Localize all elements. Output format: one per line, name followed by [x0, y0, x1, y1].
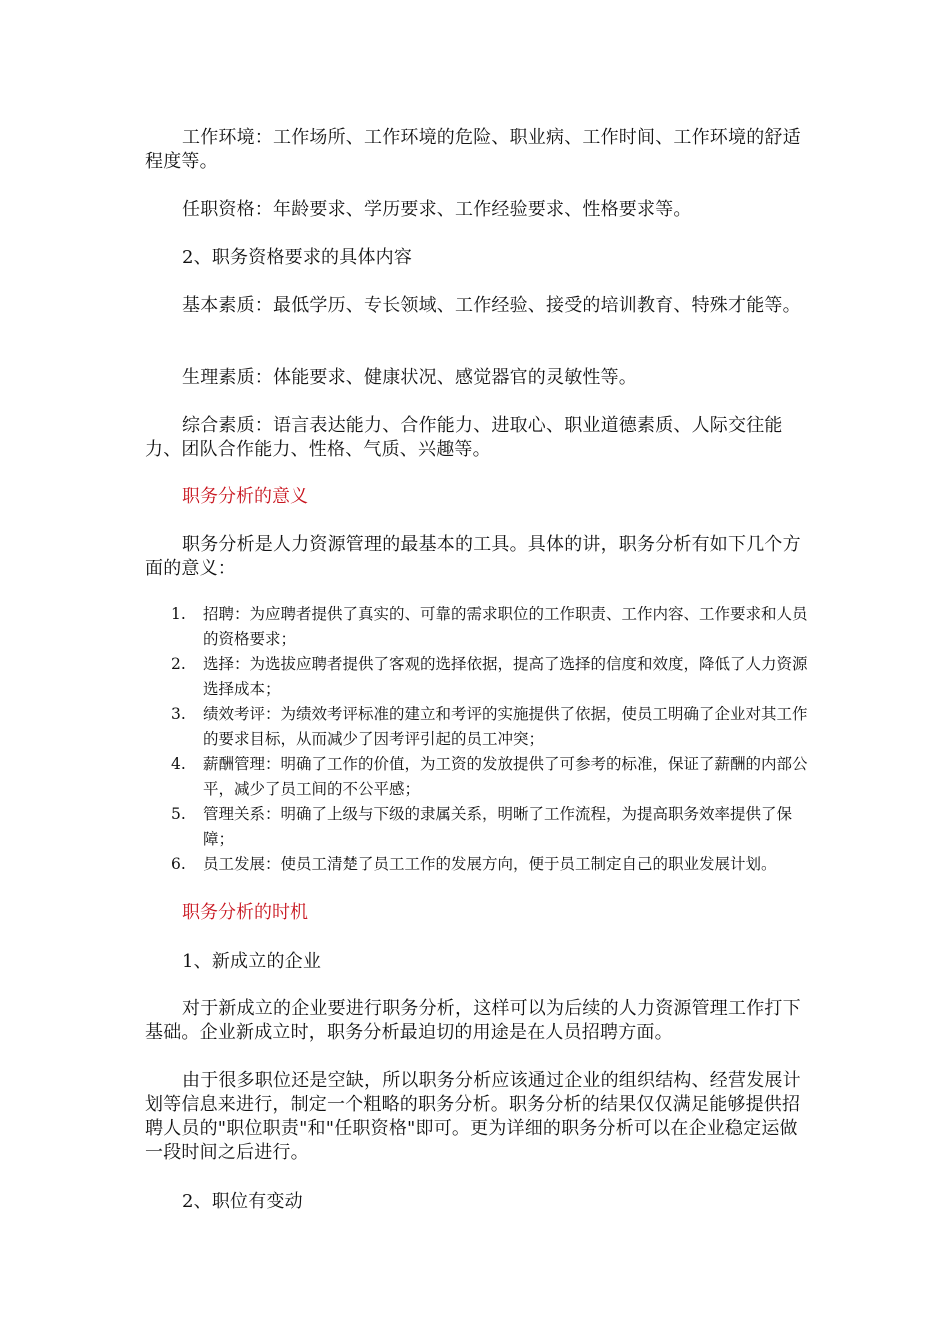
paragraph-vacant-positions: 由于很多职位还是空缺，所以职务分析应该通过企业的组织结构、经营发展计划等信息来进行，制定一个粗略的职务分析。职务分析的结果仅仅满足能够提供招聘人员的"职位职责"和"任职资格"即可。更为详细的职务分析可以在企业稳定运做一段时间之后进行。 — [145, 1070, 801, 1163]
significance-list — [145, 602, 815, 877]
list-item — [145, 752, 815, 802]
list-item — [145, 602, 815, 652]
list-item — [145, 652, 815, 702]
list-item-number: 4. — [171, 755, 186, 773]
heading-job-analysis-timing: 职务分析的时机 — [182, 902, 308, 923]
list-item-number: 3. — [171, 705, 186, 723]
list-item-text: 管理关系：明确了上级与下级的隶属关系，明晰了工作流程，为提高职务效率提供了保障； — [203, 805, 793, 848]
subheading-position-change: 2、职位有变动 — [182, 1191, 303, 1212]
paragraph-work-environment: 工作环境：工作场所、工作环境的危险、职业病、工作时间、工作环境的舒适程度等。 — [145, 127, 801, 172]
section-title-qualification-requirements: 2、职务资格要求的具体内容 — [182, 247, 413, 268]
paragraph-qualification: 任职资格：年龄要求、学历要求、工作经验要求、性格要求等。 — [182, 199, 692, 220]
paragraph-new-enterprise: 对于新成立的企业要进行职务分析，这样可以为后续的人力资源管理工作打下基础。企业新成立时，职务分析最迫切的用途是在人员招聘方面。 — [145, 998, 801, 1043]
paragraph-significance-intro: 职务分析是人力资源管理的最基本的工具。具体的讲，职务分析有如下几个方面的意义： — [145, 534, 801, 579]
list-item — [145, 702, 815, 752]
subheading-new-enterprise: 1、新成立的企业 — [182, 951, 322, 972]
list-item-number: 1. — [171, 605, 186, 623]
heading-job-analysis-significance: 职务分析的意义 — [182, 486, 308, 507]
paragraph-basic-quality: 基本素质：最低学历、专长领域、工作经验、接受的培训教育、特殊才能等。 — [182, 295, 801, 316]
list-item-text: 薪酬管理：明确了工作的价值，为工资的发放提供了可参考的标准，保证了薪酬的内部公平，减少了员工间的不公平感； — [203, 755, 808, 798]
list-item-text: 绩效考评：为绩效考评标准的建立和考评的实施提供了依据，使员工明确了企业对其工作的要求目标，从而减少了因考评引起的员工冲突； — [203, 705, 808, 748]
list-item-number: 5. — [171, 805, 186, 823]
paragraph-comprehensive-quality: 综合素质：语言表达能力、合作能力、进取心、职业道德素质、人际交往能力、团队合作能力、性格、气质、兴趣等。 — [145, 415, 783, 460]
list-item-number: 6. — [171, 855, 186, 873]
list-item — [145, 852, 815, 877]
paragraph-physical-quality: 生理素质：体能要求、健康状况、感觉器官的灵敏性等。 — [182, 367, 637, 388]
list-item — [145, 802, 815, 852]
list-item-text: 员工发展：使员工清楚了员工工作的发展方向，便于员工制定自己的职业发展计划。 — [203, 855, 777, 873]
list-item-number: 2. — [171, 655, 186, 673]
list-item-text: 选择：为选拔应聘者提供了客观的选择依据，提高了选择的信度和效度，降低了人力资源选择成本； — [203, 655, 808, 698]
list-item-text: 招聘：为应聘者提供了真实的、可靠的需求职位的工作职责、工作内容、工作要求和人员的资格要求； — [203, 605, 808, 648]
